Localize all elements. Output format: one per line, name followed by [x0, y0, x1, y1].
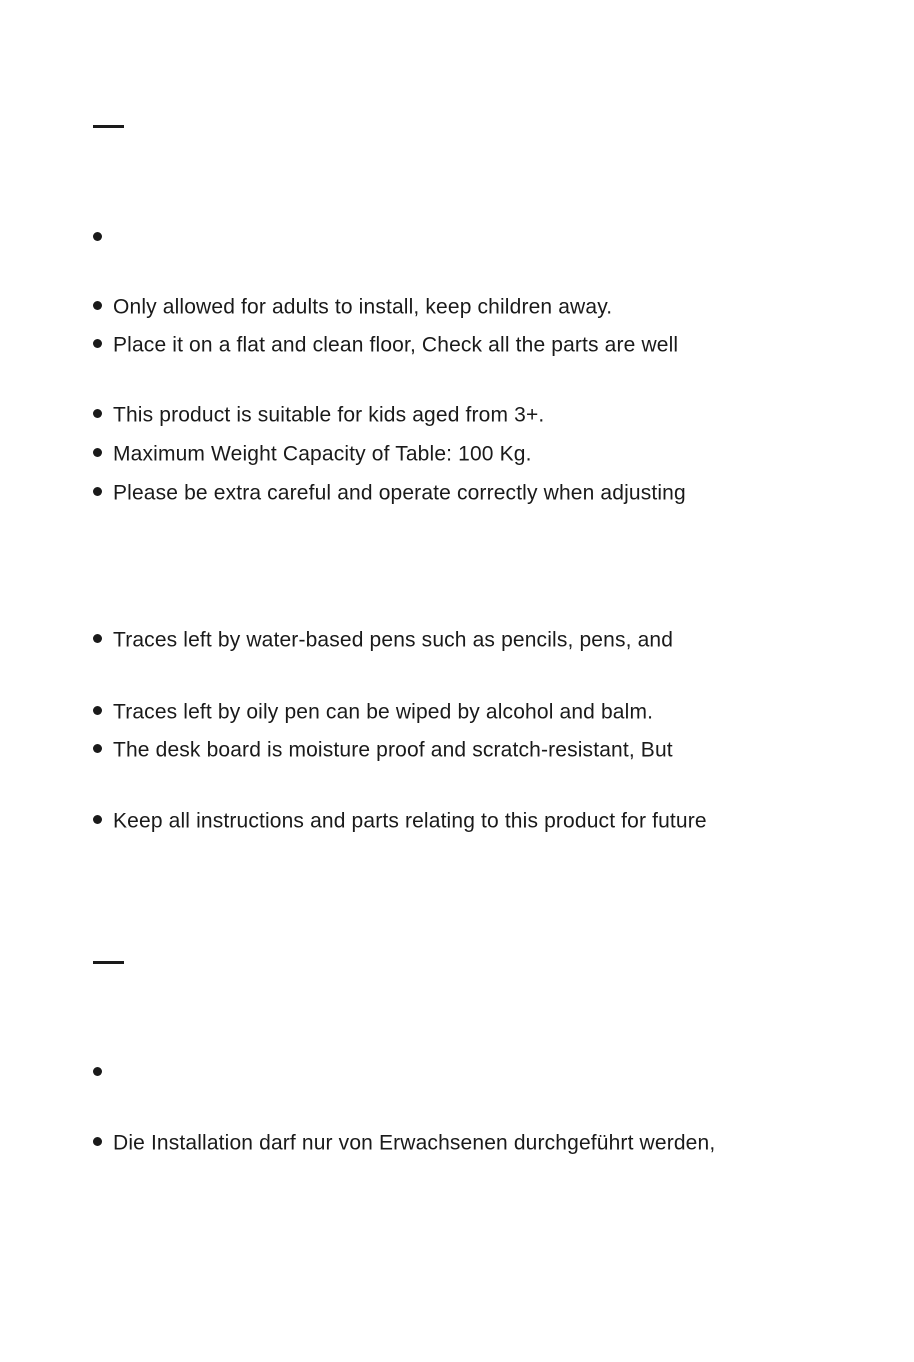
bullet-item: Only allowed for adults to install, keep children away.: [93, 294, 612, 320]
bullet-icon: [93, 487, 102, 496]
bullet-item: [93, 1060, 113, 1086]
bullet-icon: [93, 232, 102, 241]
bullet-item: Keep all instructions and parts relating to this product for future: [93, 808, 707, 834]
bullet-item: This product is suitable for kids aged from 3+.: [93, 402, 544, 428]
bullet-icon: [93, 301, 102, 310]
section-divider-dash: [93, 125, 124, 128]
bullet-item: Place it on a flat and clean floor, Check all the parts are well: [93, 332, 678, 358]
bullet-item: Traces left by water-based pens such as pencils, pens, and: [93, 627, 673, 653]
bullet-item: Die Installation darf nur von Erwachsenen durchgeführt werden,: [93, 1130, 715, 1156]
bullet-item: Please be extra careful and operate correctly when adjusting: [93, 480, 686, 506]
section-divider-dash: [93, 961, 124, 964]
bullet-item: Traces left by oily pen can be wiped by alcohol and balm.: [93, 699, 653, 725]
bullet-icon: [93, 339, 102, 348]
bullet-icon: [93, 409, 102, 418]
bullet-icon: [93, 634, 102, 643]
bullet-icon: [93, 706, 102, 715]
bullet-icon: [93, 744, 102, 753]
bullet-item: The desk board is moisture proof and scratch-resistant, But: [93, 737, 673, 763]
bullet-icon: [93, 815, 102, 824]
bullet-icon: [93, 448, 102, 457]
bullet-item: [93, 225, 113, 251]
bullet-icon: [93, 1067, 102, 1076]
bullet-item: Maximum Weight Capacity of Table: 100 Kg.: [93, 441, 532, 467]
bullet-icon: [93, 1137, 102, 1146]
